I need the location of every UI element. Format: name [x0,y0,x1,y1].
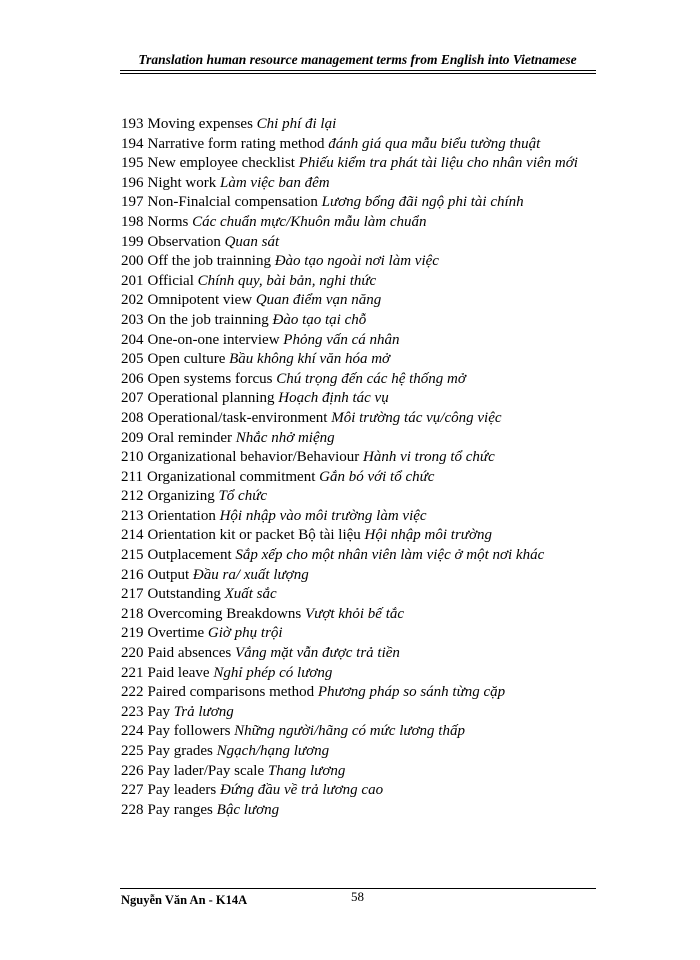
vietnamese-translation: Gắn bó với tổ chức [319,468,435,485]
term-number: 220 [121,645,144,662]
english-term: Oral reminder [147,429,233,446]
term-entry [121,331,591,351]
vietnamese-translation: Đầu ra/ xuất lượng [192,566,309,583]
term-entry [121,722,591,742]
vietnamese-translation: Đào tạo ngoài nơi làm việc [274,253,439,270]
term-number: 227 [121,782,144,799]
vietnamese-translation: Môi trường tác vụ/công việc [331,409,502,426]
term-entry [121,546,591,566]
vietnamese-translation: Chú trọng đến các hệ thống mở [276,370,466,387]
vietnamese-translation: Giờ phụ trội [207,625,283,642]
term-number: 221 [121,664,144,681]
english-term: Operational planning [147,390,275,407]
page-header-title: Translation human resource management terms from English into Vietnamese [138,52,577,67]
term-entry [121,350,591,370]
term-number: 219 [121,625,144,642]
english-term: Overcoming Breakdowns [147,605,302,622]
term-number: 201 [121,272,144,289]
english-term: Outstanding [147,586,221,603]
term-number: 214 [121,527,144,544]
english-term: On the job trainning [147,311,269,328]
english-term: One-on-one interview [147,331,280,348]
term-number: 197 [121,194,144,211]
vietnamese-translation: Nghỉ phép có lương [213,664,333,681]
header-rule-thin [120,73,596,74]
vietnamese-translation: Bầu không khí văn hóa mở [229,351,391,368]
english-term: Omnipotent view [147,292,253,309]
vietnamese-translation: Nhắc nhở miệng [235,429,335,446]
english-term: Output [147,566,190,583]
term-number: 228 [121,801,144,818]
vietnamese-translation: Sắp xếp cho một nhân viên làm việc ở một nơi khác [235,547,545,564]
term-entry [121,429,591,449]
term-entry [121,507,591,527]
vietnamese-translation: Vắng mặt vẫn được trả tiền [234,645,400,662]
term-number: 199 [121,233,144,250]
vietnamese-translation: Lương bổng đãi ngộ phi tài chính [321,194,524,211]
term-entry [121,233,591,253]
term-number: 198 [121,213,144,230]
term-entry [121,703,591,723]
vietnamese-translation: Quan sát [224,233,280,250]
term-number: 216 [121,566,144,583]
english-term: Narrative form rating method [147,135,325,152]
vietnamese-translation: Các chuẩn mực/Khuôn mẫu làm chuẩn [192,213,427,230]
english-term: Observation [147,233,221,250]
term-entry [121,389,591,409]
term-entry [121,252,591,272]
term-number: 212 [121,488,144,505]
term-entry [121,213,591,233]
vietnamese-translation: Trả lương [173,703,234,720]
term-entry [121,566,591,586]
vietnamese-translation: Đào tạo tại chỗ [272,311,367,328]
term-entry [121,585,591,605]
term-number: 223 [121,703,144,720]
vietnamese-translation: Chi phí đi lại [256,116,337,132]
english-term: Pay grades [147,743,213,759]
term-entry [121,311,591,331]
vietnamese-translation: Xuất sắc [224,586,277,603]
vietnamese-translation: Quan điểm vạn năng [255,292,382,309]
english-term: Operational/task-environment [147,409,328,426]
english-term: Pay followers [147,723,231,740]
vietnamese-translation: Tổ chức [218,488,268,505]
term-number: 203 [121,311,144,328]
term-number: 222 [121,684,144,701]
term-entry [121,448,591,468]
english-term: Organizing [147,488,215,505]
term-entry [121,291,591,311]
term-entry [121,370,591,390]
english-term: Outplacement [147,547,232,564]
english-term: Paired comparisons method [147,684,315,701]
term-entry [121,487,591,507]
term-number: 217 [121,586,144,603]
term-number: 209 [121,429,144,446]
term-number: 202 [121,292,144,309]
english-term: Non-Finalcial compensation [147,194,318,211]
term-entry [121,781,591,801]
term-entry [121,605,591,625]
term-entry [121,644,591,664]
vietnamese-translation: Vượt khỏi bế tắc [304,605,405,622]
vietnamese-translation: Hành vi trong tổ chức [363,449,495,466]
term-entry [121,762,591,782]
term-entry [121,664,591,684]
term-number: 195 [121,155,144,172]
term-number: 206 [121,370,144,387]
vietnamese-translation: Thang lương [267,762,346,779]
term-entry [121,174,591,194]
term-number: 194 [121,135,144,152]
term-number: 207 [121,390,144,407]
term-entry [121,742,591,762]
english-term: Open systems forcus [147,370,273,387]
term-entry [121,409,591,429]
vietnamese-translation: Bậc lương [216,801,280,818]
term-number: 193 [121,116,144,132]
term-number: 213 [121,507,144,524]
english-term: Official [147,272,194,289]
term-entry [121,154,591,174]
english-term: Paid absences [147,645,232,662]
english-term: Orientation [147,507,216,524]
term-number: 211 [121,468,143,485]
term-number: 226 [121,762,144,779]
vietnamese-translation: Phỏng vấn cá nhân [283,331,400,348]
term-number: 218 [121,605,144,622]
english-term: Pay [147,703,170,720]
term-list [121,115,591,820]
english-term: Norms [147,213,189,230]
english-term: Off the job trainning [147,253,271,270]
term-entry [121,193,591,213]
term-entry [121,624,591,644]
term-entry [121,526,591,546]
vietnamese-translation: Phiếu kiểm tra phát tài liệu cho nhân viên mới [298,155,578,172]
page-number: 58 [351,889,364,904]
english-term: Night work [147,174,217,191]
english-term: Pay lader/Pay scale [147,762,265,779]
vietnamese-translation: Ngạch/hạng lương [216,743,330,759]
vietnamese-translation: Phương pháp so sánh từng cặp [317,684,506,701]
term-entry [121,468,591,488]
english-term: Pay leaders [147,782,217,799]
english-term: Orientation kit or packet Bộ tài liệu [147,527,361,544]
english-term: Paid leave [147,664,210,681]
term-entry [121,272,591,292]
term-entry [121,801,591,821]
term-number: 204 [121,331,144,348]
english-term: Open culture [147,351,226,368]
header-rule [120,70,596,71]
vietnamese-translation: Những người/hãng có mức lương thấp [234,723,465,740]
vietnamese-translation: Chính quy, bài bản, nghi thức [197,272,377,289]
vietnamese-translation: Làm việc ban đêm [220,174,330,191]
term-number: 224 [121,723,144,740]
english-term: Pay ranges [147,801,213,818]
term-entry [121,683,591,703]
term-entry [121,115,591,135]
english-term: Organizational behavior/Behaviour [147,449,360,466]
english-term: Organizational commitment [146,468,316,485]
term-number: 210 [121,449,144,466]
term-entry [121,135,591,155]
term-number: 208 [121,409,144,426]
footer-author: Nguyễn Văn An - K14A [121,893,248,907]
vietnamese-translation: Hội nhập môi trường [364,527,492,544]
english-term: Overtime [147,625,205,642]
vietnamese-translation: Đứng đầu về trả lương cao [219,782,384,799]
vietnamese-translation: Hội nhập vào môi trường làm việc [219,507,427,524]
term-number: 205 [121,351,144,368]
english-term: New employee checklist [147,155,295,172]
english-term: Moving expenses [147,116,253,132]
term-number: 225 [121,743,144,759]
vietnamese-translation: đánh giá qua mẫu biểu tường thuật [328,135,541,152]
term-number: 196 [121,174,144,191]
term-number: 215 [121,547,144,564]
vietnamese-translation: Hoạch định tác vụ [278,390,389,407]
term-number: 200 [121,253,144,270]
